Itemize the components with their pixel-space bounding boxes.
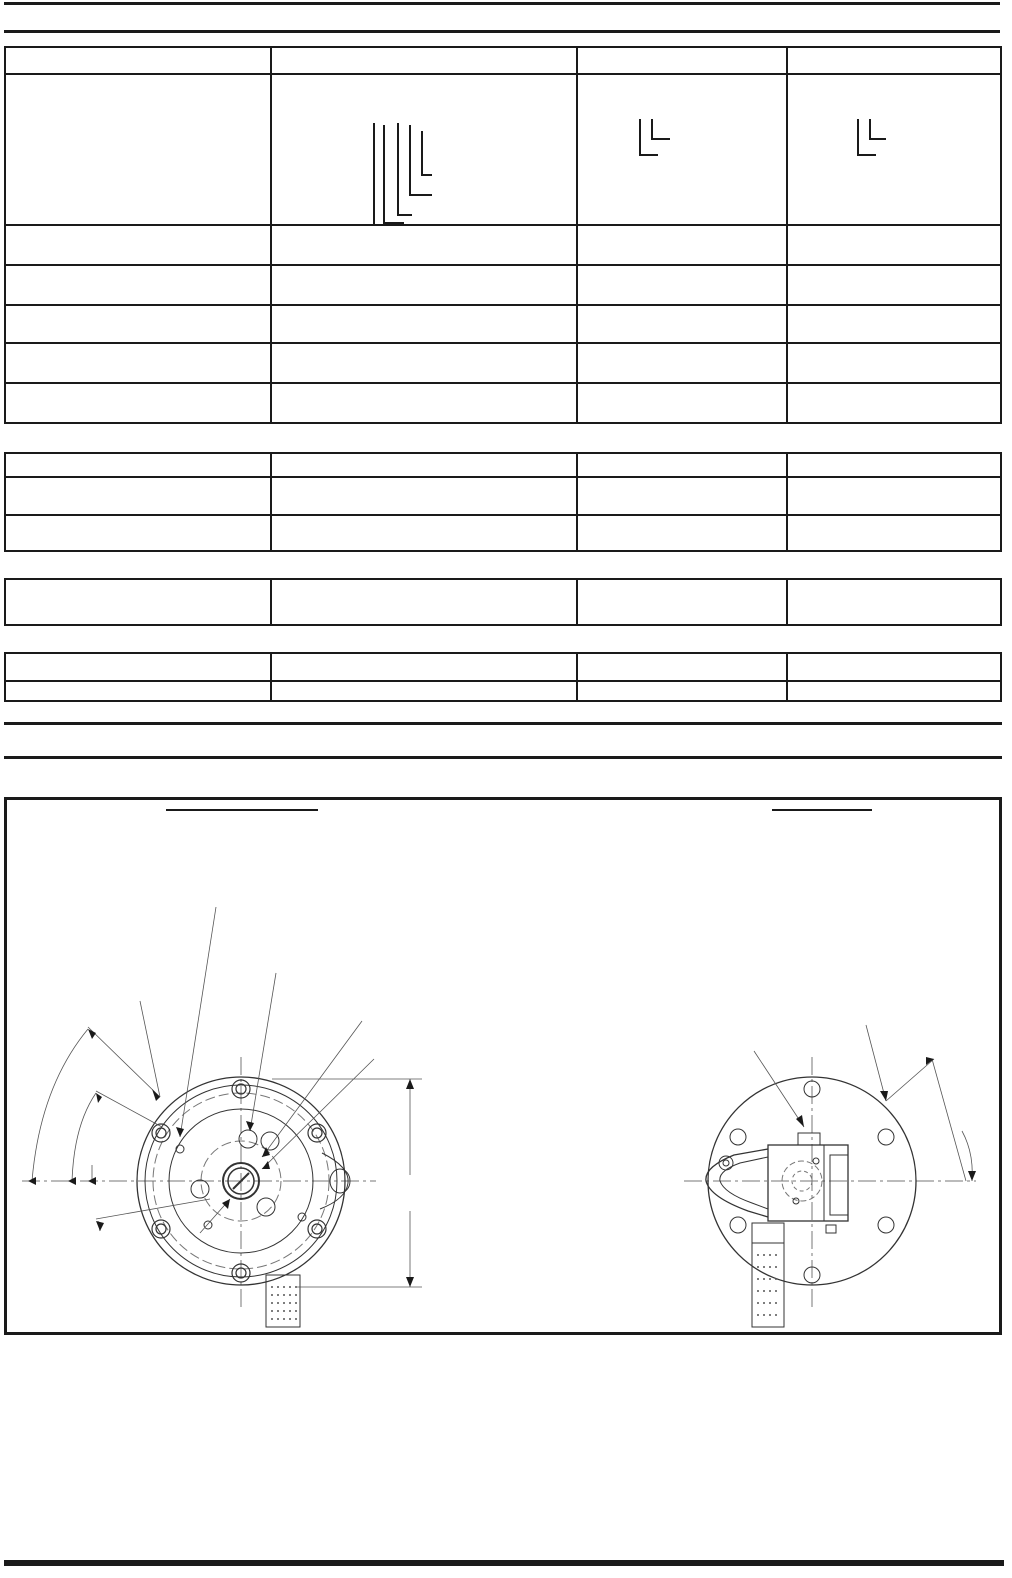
table-cell	[577, 47, 787, 74]
mount-hole	[261, 1132, 279, 1150]
table-row	[5, 681, 1001, 701]
arrowheads-left	[28, 1029, 414, 1287]
bottom-strainer	[752, 1243, 784, 1327]
table-cell	[271, 681, 577, 701]
table-cell	[271, 305, 577, 343]
table-cell	[271, 383, 577, 423]
top-rule	[4, 2, 1000, 5]
actuator-body	[768, 1145, 848, 1221]
actuator-side-plate	[830, 1155, 848, 1215]
table-cell	[5, 383, 271, 423]
table-cell	[787, 579, 1001, 625]
table-cell	[271, 265, 577, 305]
table-cell	[577, 265, 787, 305]
table-cell	[577, 453, 787, 477]
table-cell	[577, 653, 787, 681]
table-cell	[577, 305, 787, 343]
table-row	[5, 265, 1001, 305]
table-cell	[787, 653, 1001, 681]
right-view	[684, 1025, 976, 1327]
spec-table-4	[4, 652, 1002, 702]
table-cell	[577, 343, 787, 383]
table-cell	[5, 477, 271, 515]
table-cell	[271, 653, 577, 681]
table-row	[5, 47, 1001, 74]
table-cell	[577, 477, 787, 515]
table-row	[5, 579, 1001, 625]
table-cell	[5, 305, 271, 343]
table-cell	[5, 265, 271, 305]
table-cell	[787, 453, 1001, 477]
table-cell	[577, 515, 787, 551]
table-row-model-code	[5, 74, 1001, 225]
table-cell	[577, 225, 787, 265]
table-row	[5, 477, 1001, 515]
table-cell	[787, 515, 1001, 551]
terminal-nut	[826, 1225, 836, 1233]
table-cell	[5, 653, 271, 681]
table-cell	[787, 477, 1001, 515]
angle-dimension	[32, 1029, 100, 1231]
leader-lines	[88, 907, 374, 1233]
table-cell	[787, 265, 1001, 305]
table-cell	[5, 47, 271, 74]
strainer-perforations	[757, 1254, 777, 1316]
footer-rule	[4, 1560, 1004, 1566]
model-code-bracket	[272, 75, 576, 224]
table-cell	[271, 47, 577, 74]
table-cell	[5, 225, 271, 265]
table-cell	[787, 681, 1001, 701]
table-cell	[5, 681, 271, 701]
table-cell	[271, 579, 577, 625]
cable-nut-inner	[723, 1160, 729, 1166]
table-cell	[787, 305, 1001, 343]
actuator-cap	[798, 1133, 820, 1145]
model-code-diagram-a	[271, 74, 577, 225]
spec-table-2	[4, 452, 1002, 552]
table-cell	[271, 343, 577, 383]
small-hole	[176, 1145, 184, 1153]
section-rule	[4, 722, 1002, 725]
table-row	[5, 515, 1001, 551]
table-cell	[5, 515, 271, 551]
technical-drawing	[4, 797, 1002, 1335]
mount-hole	[257, 1198, 275, 1216]
small-hole	[204, 1221, 212, 1229]
table-cell	[787, 47, 1001, 74]
table-cell	[5, 453, 271, 477]
table-row	[5, 383, 1001, 423]
table-cell	[5, 579, 271, 625]
table-row	[5, 343, 1001, 383]
table-cell	[271, 477, 577, 515]
table-cell	[787, 225, 1001, 265]
table-row	[5, 653, 1001, 681]
section-rule-2	[4, 756, 1002, 759]
table-cell	[271, 515, 577, 551]
table-cell	[577, 681, 787, 701]
table-cell	[5, 343, 271, 383]
table-cell	[271, 453, 577, 477]
table-row	[5, 225, 1001, 265]
left-view	[22, 907, 422, 1327]
screw	[813, 1158, 819, 1164]
model-code-diagram-b	[577, 74, 787, 225]
table-cell	[577, 383, 787, 423]
top-rule-2	[4, 30, 1000, 33]
table-cell	[787, 343, 1001, 383]
bottom-fitting	[752, 1223, 784, 1243]
strainer-perforations	[271, 1286, 297, 1320]
spec-table-3	[4, 578, 1002, 626]
table-cell	[577, 579, 787, 625]
table-row	[5, 453, 1001, 477]
mount-hole	[239, 1130, 257, 1148]
spec-table	[4, 46, 1002, 424]
model-code-bracket	[578, 75, 786, 224]
table-cell	[787, 383, 1001, 423]
height-dimension	[272, 1079, 422, 1287]
table-cell	[271, 225, 577, 265]
mount-hole	[191, 1180, 209, 1198]
model-code-bracket	[788, 75, 1000, 224]
table-row	[5, 305, 1001, 343]
screw	[793, 1198, 799, 1204]
model-code-diagram-c	[787, 74, 1001, 225]
table-cell	[5, 74, 271, 225]
leader-lines	[754, 1025, 972, 1181]
